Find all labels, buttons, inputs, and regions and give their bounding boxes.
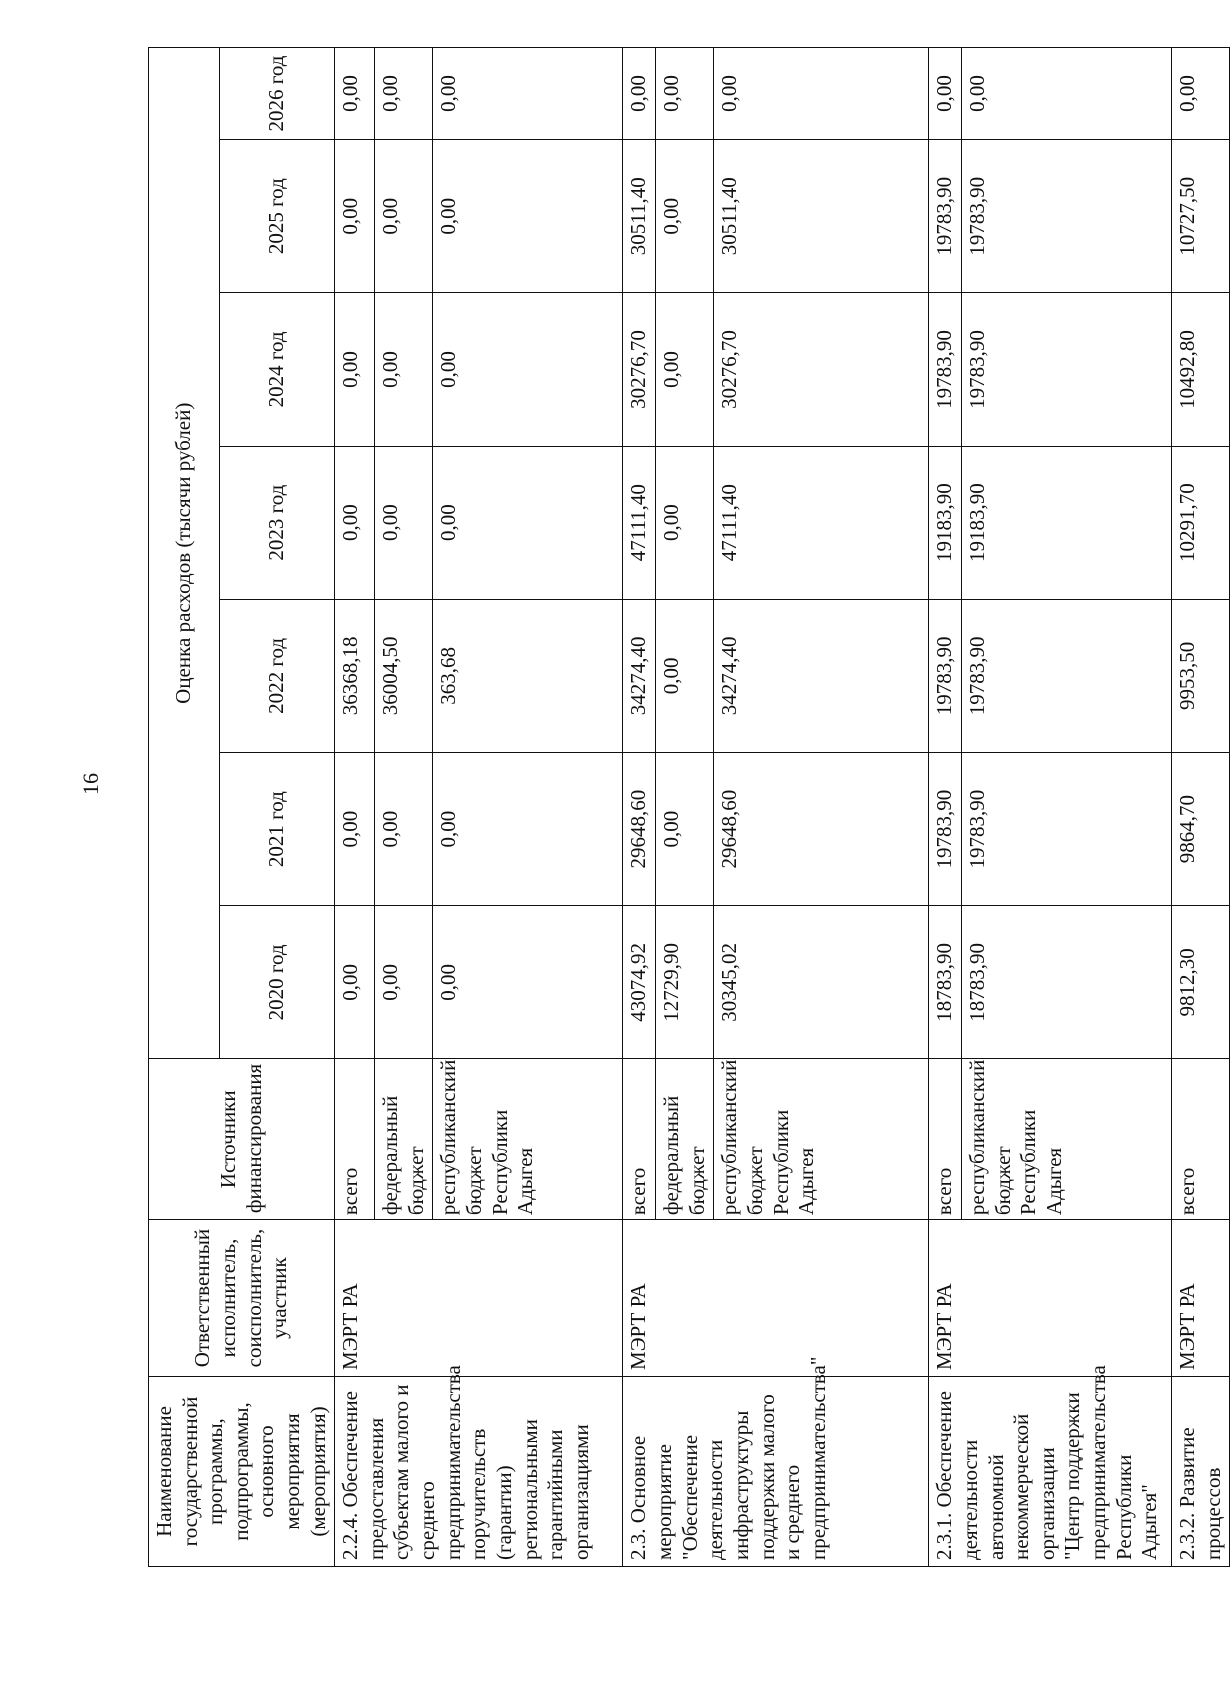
expense-value: 0,00 — [929, 48, 962, 140]
expense-value: 0,00 — [433, 140, 623, 293]
table-row — [1171, 48, 1229, 1567]
expense-value: 43074,92 — [623, 906, 656, 1059]
expense-value: 0,00 — [335, 446, 375, 599]
activity-name: 2.3.2. Развитие процессов — [1171, 1376, 1229, 1566]
funding-source: федеральный бюджет — [375, 1059, 433, 1220]
header-year: 2026 год — [219, 48, 335, 140]
header-year: 2025 год — [219, 140, 335, 293]
expense-value: 19783,90 — [929, 753, 962, 906]
funding-source: всего — [335, 1059, 375, 1220]
funding-source: республиканский бюджет Республики Адыгея — [714, 1059, 929, 1220]
expense-value: 29648,60 — [623, 753, 656, 906]
expense-table — [148, 47, 1230, 1567]
expense-value: 0,00 — [335, 906, 375, 1059]
expense-value: 47111,40 — [714, 446, 929, 599]
expense-value: 9812,30 — [1171, 906, 1229, 1059]
table-row — [335, 48, 375, 1567]
executor-cell: МЭРТ РА — [335, 1220, 623, 1377]
expense-value: 0,00 — [375, 48, 433, 140]
executor-cell: МЭРТ РА — [929, 1220, 1172, 1377]
expense-value: 19783,90 — [961, 599, 1171, 752]
expense-value: 19783,90 — [961, 293, 1171, 446]
expense-value: 0,00 — [375, 140, 433, 293]
header-source: Источники финансирования — [149, 1059, 335, 1220]
expense-value: 0,00 — [433, 906, 623, 1059]
expense-value: 0,00 — [433, 293, 623, 446]
expense-value: 0,00 — [1171, 48, 1229, 140]
funding-source: всего — [623, 1059, 656, 1220]
expense-value: 0,00 — [375, 906, 433, 1059]
expense-value: 12729,90 — [656, 906, 714, 1059]
expense-value: 30276,70 — [714, 293, 929, 446]
expense-value: 0,00 — [433, 753, 623, 906]
expense-value: 9864,70 — [1171, 753, 1229, 906]
expense-value: 30511,40 — [623, 140, 656, 293]
activity-name: 2.3. Основное мероприятие "Обеспечение деятельности инфраструктуры поддержки малого и среднего предпринимательства" — [623, 1376, 929, 1566]
header-year: 2023 год — [219, 446, 335, 599]
expense-value: 18783,90 — [929, 906, 962, 1059]
expense-value: 363,68 — [433, 599, 623, 752]
expense-value: 0,00 — [375, 293, 433, 446]
expense-value: 0,00 — [335, 48, 375, 140]
expense-value: 19783,90 — [961, 140, 1171, 293]
expense-value: 0,00 — [335, 293, 375, 446]
expense-value: 29648,60 — [714, 753, 929, 906]
expense-value: 0,00 — [656, 293, 714, 446]
expense-value: 9953,50 — [1171, 599, 1229, 752]
executor-cell: МЭРТ РА — [1171, 1220, 1229, 1377]
expense-value: 0,00 — [656, 48, 714, 140]
expense-value: 10727,50 — [1171, 140, 1229, 293]
expense-value: 30345,02 — [714, 906, 929, 1059]
page-number: 16 — [78, 773, 103, 795]
expense-value: 0,00 — [375, 446, 433, 599]
expense-value: 0,00 — [714, 48, 929, 140]
header-year: 2020 год — [219, 906, 335, 1059]
expense-value: 0,00 — [433, 48, 623, 140]
expense-value: 0,00 — [623, 48, 656, 140]
expense-value: 10291,70 — [1171, 446, 1229, 599]
table-row — [929, 48, 962, 1567]
expense-value: 18783,90 — [961, 906, 1171, 1059]
expense-value: 36368,18 — [335, 599, 375, 752]
header-year: 2022 год — [219, 599, 335, 752]
activity-name: 2.2.4. Обеспечение предоставления субъектам малого и среднего предпринимательства поручительств (гарантии) региональными гарантийными организациями — [335, 1376, 623, 1566]
rotated-table-container — [148, 47, 1225, 1567]
funding-source: республиканский бюджет Республики Адыгея — [961, 1059, 1171, 1220]
expense-value: 0,00 — [961, 48, 1171, 140]
funding-source: всего — [929, 1059, 962, 1220]
expense-value: 0,00 — [656, 753, 714, 906]
expense-value: 47111,40 — [623, 446, 656, 599]
expense-value: 36004,50 — [375, 599, 433, 752]
expense-value: 0,00 — [335, 140, 375, 293]
expense-value: 0,00 — [656, 140, 714, 293]
funding-source: федеральный бюджет — [656, 1059, 714, 1220]
expense-value: 19183,90 — [929, 446, 962, 599]
expense-value: 19783,90 — [929, 140, 962, 293]
expense-value: 0,00 — [656, 599, 714, 752]
expense-value: 19783,90 — [929, 599, 962, 752]
header-expenses: Оценка расходов (тысячи рублей) — [149, 48, 220, 1059]
header-executor: Ответственный исполнитель, соисполнитель, участник — [149, 1220, 335, 1377]
funding-source: всего — [1171, 1059, 1229, 1220]
expense-value: 0,00 — [375, 753, 433, 906]
expense-value: 34274,40 — [623, 599, 656, 752]
expense-value: 34274,40 — [714, 599, 929, 752]
executor-cell: МЭРТ РА — [623, 1220, 929, 1377]
expense-value: 0,00 — [656, 446, 714, 599]
expense-value: 10492,80 — [1171, 293, 1229, 446]
table-row — [623, 48, 656, 1567]
expense-value: 30276,70 — [623, 293, 656, 446]
expense-value: 19783,90 — [961, 753, 1171, 906]
expense-value: 19183,90 — [961, 446, 1171, 599]
header-year: 2021 год — [219, 753, 335, 906]
funding-source: республиканский бюджет Республики Адыгея — [433, 1059, 623, 1220]
expense-value: 0,00 — [433, 446, 623, 599]
activity-name: 2.3.1. Обеспечение деятельности автономной некоммерческой организации "Центр поддержки предпринимательства Республики Адыгея" — [929, 1376, 1172, 1566]
expense-value: 19783,90 — [929, 293, 962, 446]
expense-value: 0,00 — [335, 753, 375, 906]
header-year: 2024 год — [219, 293, 335, 446]
header-name: Наименование государственной программы, подпрограммы, основного мероприятия (мероприятия) — [149, 1376, 335, 1566]
expense-value: 30511,40 — [714, 140, 929, 293]
